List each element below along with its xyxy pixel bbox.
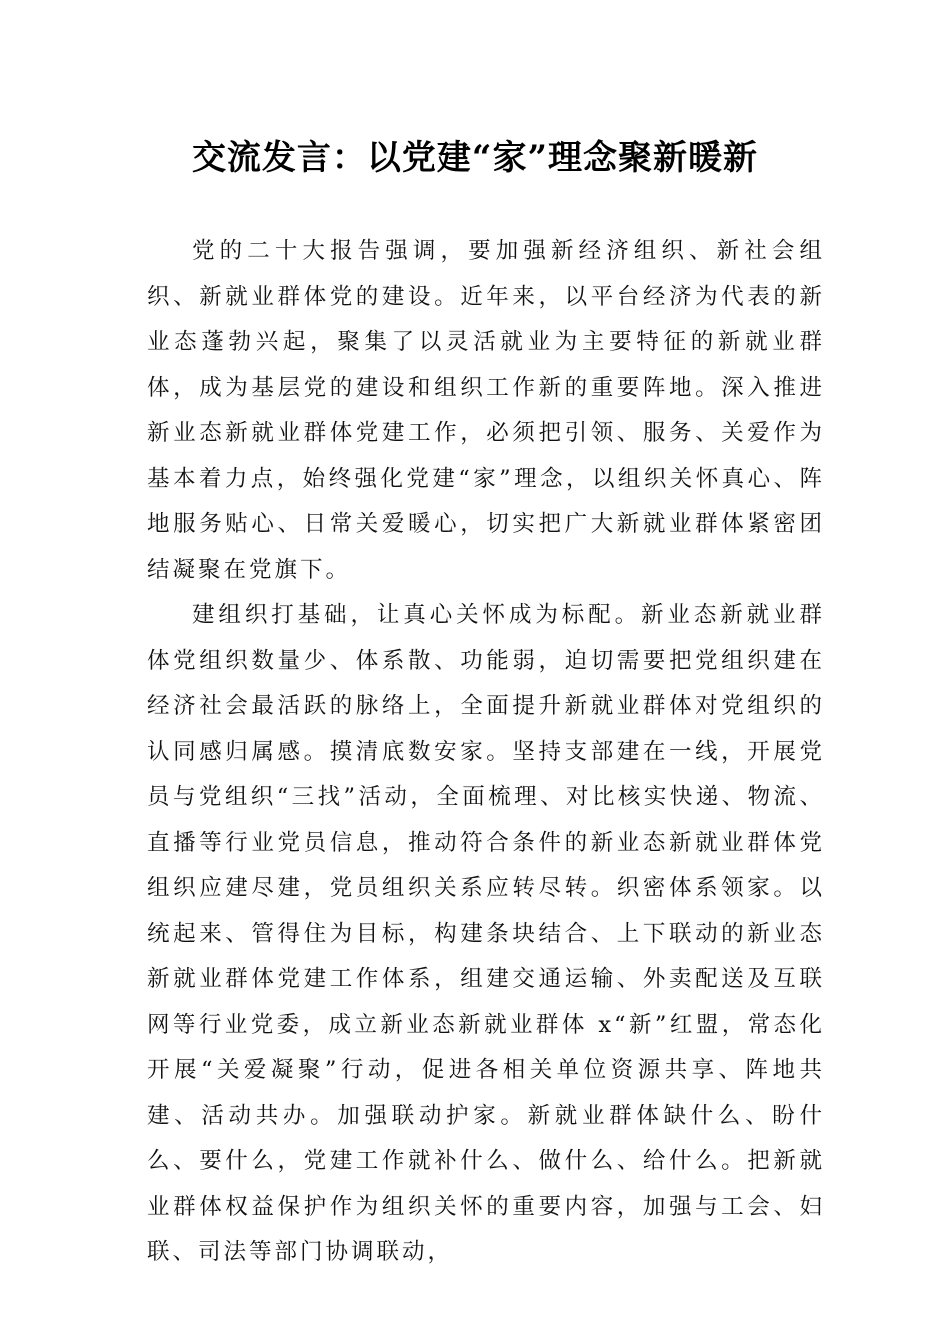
- document-body: [147, 229, 825, 1276]
- paragraph-1: 党的二十大报告强调，要加强新经济组织、新社会组织、新就业群体党的建设。近年来，以平台经济为代表的新业态蓬勃兴起，聚集了以灵活就业为主要特征的新就业群体，成为基层党的建设和组织工作新的重要阵地。深入推进新业态新就业群体党建工作，必须把引领、服务、关爱作为基本着力点，始终强化党建“家”理念，以组织关怀真心、阵地服务贴心、日常关爱暖心，切实把广大新就业群体紧密团结凝聚在党旗下。: [147, 238, 825, 583]
- paragraph-2: 建组织打基础，让真心关怀成为标配。新业态新就业群体党组织数量少、体系散、功能弱，迫切需要把党组织建在经济社会最活跃的脉络上，全面提升新就业群体对党组织的认同感归属感。摸清底数安家。坚持支部建在一线，开展党员与党组织“三找”活动，全面梳理、对比核实快递、物流、直播等行业党员信息，推动符合条件的新业态新就业群体党组织应建尽建，党员组织关系应转尽转。织密体系领家。以统起来、管得住为目标，构建条块结合、上下联动的新业态新就业群体党建工作体系，组建交通运输、外卖配送及互联网等行业党委，成立新业态新就业群体 x“新”红盟，常态化开展“关爱凝聚”行动，促进各相关单位资源共享、阵地共建、活动共办。加强联动护家。新就业群体缺什么、盼什么、要什么，党建工作就补什么、做什么、给什么。把新就业群体权益保护作为组织关怀的重要内容，加强与工会、妇联、司法等部门协调联动，: [147, 602, 825, 1265]
- document-title: 交流发言：以党建“家”理念聚新暖新: [191, 138, 759, 178]
